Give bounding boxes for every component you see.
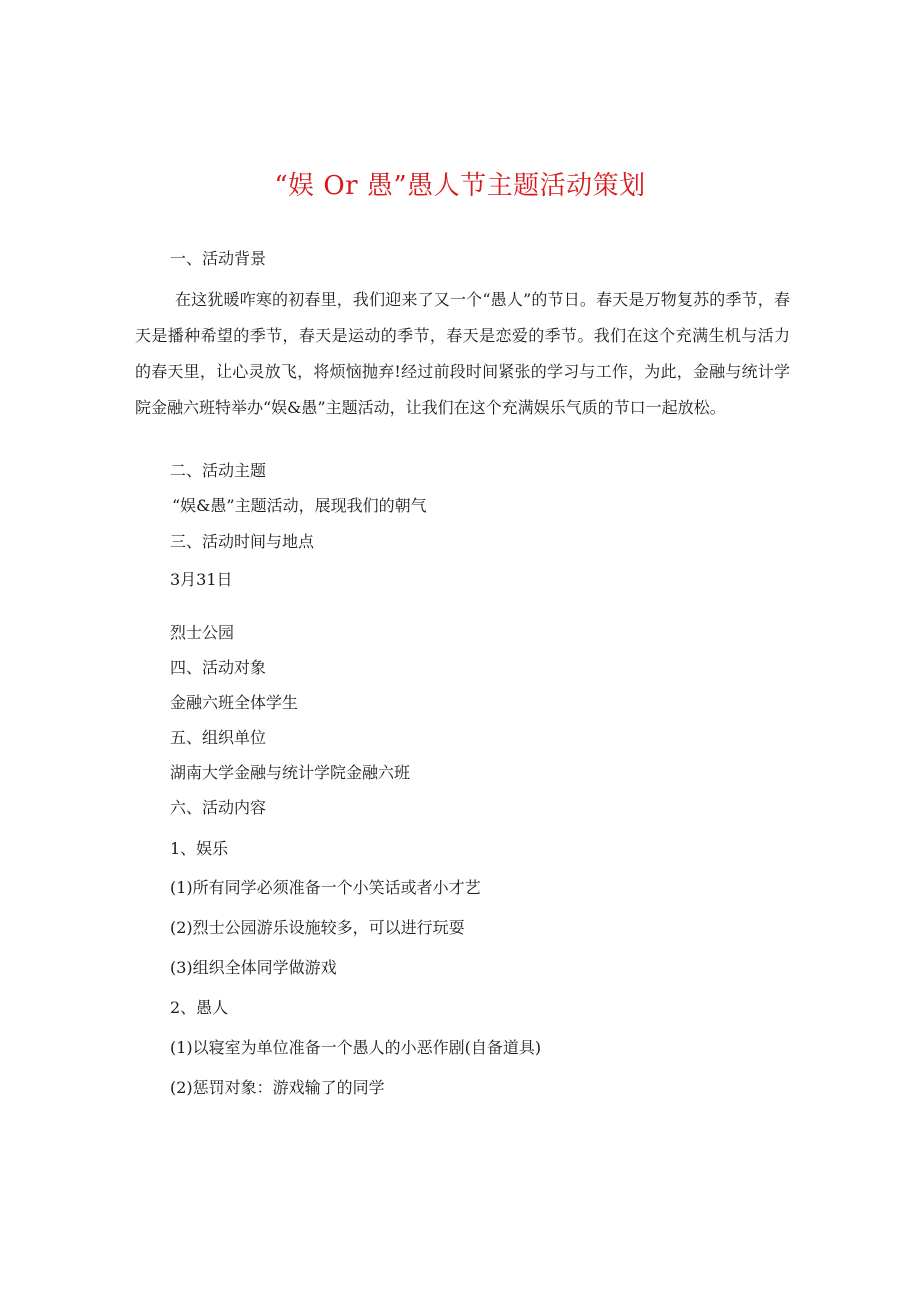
section-heading-organizer: 五、组织单位 bbox=[170, 728, 267, 747]
section-heading-target: 四、活动对象 bbox=[170, 658, 267, 677]
subsection-fools: 2、愚人 bbox=[170, 998, 229, 1017]
subsection-entertainment: 1、娱乐 bbox=[170, 839, 229, 858]
section-heading-time-place: 三、活动时间与地点 bbox=[170, 532, 315, 551]
organizer-text: 湖南大学金融与统计学院金融六班 bbox=[170, 763, 411, 782]
event-date: 3月31日 bbox=[170, 570, 233, 589]
event-place: 烈士公园 bbox=[170, 623, 235, 642]
document-title: “娱 Or 愚”愚人节主题活动策划 bbox=[274, 171, 646, 201]
section-heading-content: 六、活动内容 bbox=[170, 798, 267, 817]
section-heading-theme: 二、活动主题 bbox=[170, 461, 267, 480]
section-heading-background: 一、活动背景 bbox=[170, 249, 267, 268]
entertainment-item-1: (1)所有同学必须准备一个小笑话或者小才艺 bbox=[170, 878, 481, 897]
background-paragraph: 在这犹暖咋寒的初春里，我们迎来了又一个“愚人”的节日。春天是万物复苏的季节，春天是播种希望的季节，春天是运动的季节，春天是恋爱的季节。我们在这个充满生机与活力的春天里，让心灵放飞，将烦恼抛弃!经过前段时间紧张的学习与工作，为此，金融与统计学院金融六班特举办“娱&愚”主题活动，让我们在这个充满娱乐气质的节口一起放松。 bbox=[135, 290, 790, 417]
fools-item-1: (1)以寝室为单位准备一个愚人的小恶作剧(自备道具) bbox=[170, 1038, 542, 1057]
target-text: 金融六班全体学生 bbox=[170, 693, 299, 712]
entertainment-item-2: (2)烈士公园游乐设施较多，可以进行玩耍 bbox=[170, 918, 465, 937]
entertainment-item-3: (3)组织全体同学做游戏 bbox=[170, 958, 337, 977]
fools-item-2: (2)惩罚对象：游戏输了的同学 bbox=[170, 1078, 385, 1097]
theme-text: “娱&愚”主题活动，展现我们的朝气 bbox=[172, 496, 427, 515]
